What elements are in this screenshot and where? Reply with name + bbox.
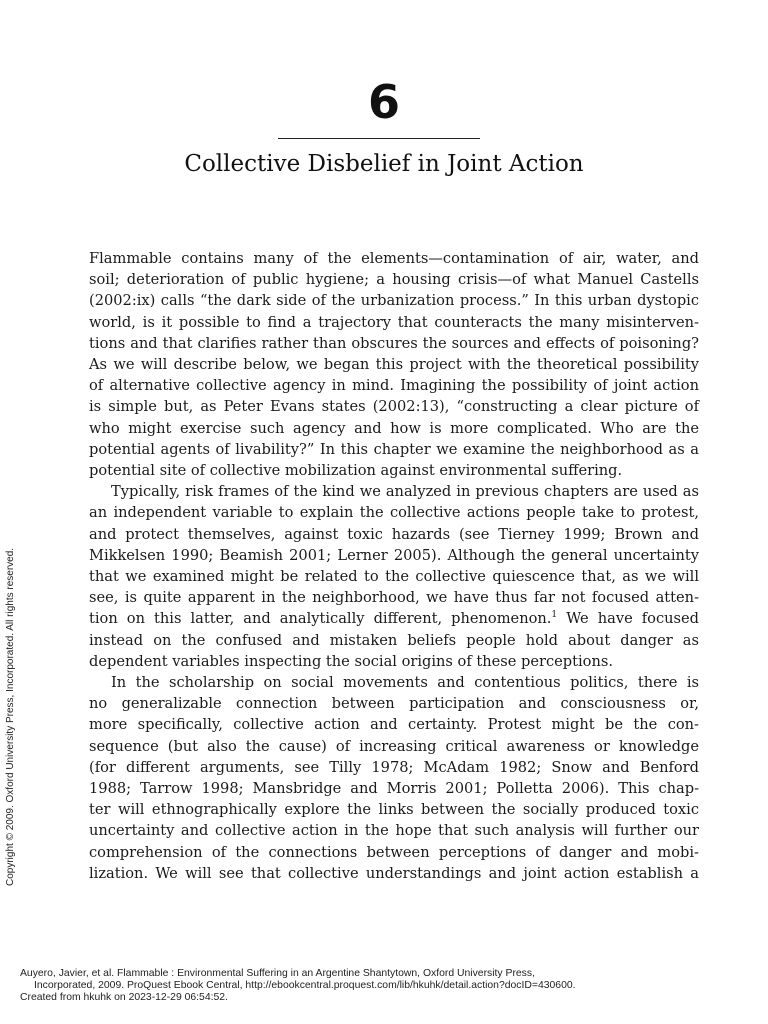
text-line: In the scholarship on social movements and contentious politics, there is xyxy=(111,674,699,692)
footnote-marker[interactable]: 1 xyxy=(551,610,558,621)
text-line: instead on the confused and mistaken beliefs people hold about danger as xyxy=(89,631,699,649)
citation-line: Created from hkuhk on 2023-12-29 06:54:52. xyxy=(20,992,228,1003)
body-text xyxy=(89,248,699,884)
text-line: who might exercise such agency and how is more complicated. Who are the xyxy=(89,419,699,437)
citation-line: Auyero, Javier, et al. Flammable : Environmental Suffering in an Argentine Shantytown, Oxford University Press, xyxy=(20,968,535,979)
text-line: ter will ethnographically explore the links between the socially produced toxic xyxy=(89,801,699,819)
text-line: see, is quite apparent in the neighborhood, we have thus far not focused atten- xyxy=(89,589,699,607)
text-line: that we examined might be related to the collective quiescence that, as we will xyxy=(89,568,699,586)
text-line: dependent variables inspecting the social origins of these perceptions. xyxy=(89,652,613,670)
text-line: uncertainty and collective action in the hope that such analysis will further our xyxy=(89,822,699,840)
text-line: Mikkelsen 1990; Beamish 2001; Lerner 2005). Although the general uncertainty xyxy=(89,546,699,564)
text-line: soil; deterioration of public hygiene; a housing crisis—of what Manuel Castells xyxy=(89,271,699,289)
text-line: no generalizable connection between participation and consciousness or, xyxy=(89,695,699,713)
text-line: tions and that clarifies rather than obscures the sources and effects of poisoning? xyxy=(89,334,699,352)
text-line: potential site of collective mobilization against environmental suffering. xyxy=(89,462,623,480)
text-segment: tion on this latter, and analytically different, phenomenon. xyxy=(89,610,552,628)
text-line: As we will describe below, we began this project with the theoretical possibility xyxy=(89,356,699,374)
citation-line: Incorporated, 2009. ProQuest Ebook Central, http://ebookcentral.proquest.com/lib/hkuhk/detail.action?docID=430600. xyxy=(34,980,576,991)
text-line: (2002:ix) calls “the dark side of the urbanization process.” In this urban dystopic xyxy=(89,292,699,310)
copyright-notice: Copyright © 2009. Oxford University Press, Incorporated. All rights reserved. xyxy=(5,547,16,886)
chapter-divider xyxy=(278,138,480,139)
text-line: is simple but, as Peter Evans states (2002:13), “constructing a clear picture of xyxy=(89,398,699,416)
text-line: sequence (but also the cause) of increasing critical awareness or knowledge xyxy=(89,737,699,755)
chapter-title: Collective Disbelief in Joint Action xyxy=(184,151,584,177)
text-line: comprehension of the connections between perceptions of danger and mobi- xyxy=(89,843,699,861)
text-line: of alternative collective agency in mind. Imagining the possibility of joint action xyxy=(89,377,699,395)
text-line: (for different arguments, see Tilly 1978; McAdam 1982; Snow and Benford xyxy=(89,758,699,776)
text-line: world, is it possible to find a trajectory that counteracts the many misinterven- xyxy=(89,313,699,331)
text-line: Typically, risk frames of the kind we analyzed in previous chapters are used as xyxy=(111,483,699,501)
text-line: an independent variable to explain the collective actions people take to protest, xyxy=(89,504,699,522)
text-line: more specifically, collective action and certainty. Protest might be the con- xyxy=(89,716,699,734)
chapter-number: 6 xyxy=(367,75,400,129)
text-line: and protect themselves, against toxic hazards (see Tierney 1999; Brown and xyxy=(89,525,699,543)
text-line: potential agents of livability?” In this chapter we examine the neighborhood as a xyxy=(89,440,699,458)
text-segment: We have focused xyxy=(557,610,699,628)
text-line: 1988; Tarrow 1998; Mansbridge and Morris 2001; Polletta 2006). This chap- xyxy=(89,780,699,798)
text-line: Flammable contains many of the elements—contamination of air, water, and xyxy=(89,250,699,267)
text-line-with-footnote xyxy=(89,608,699,629)
text-line: lization. We will see that collective understandings and joint action establish a xyxy=(89,864,699,882)
citation-footer xyxy=(20,968,760,1004)
